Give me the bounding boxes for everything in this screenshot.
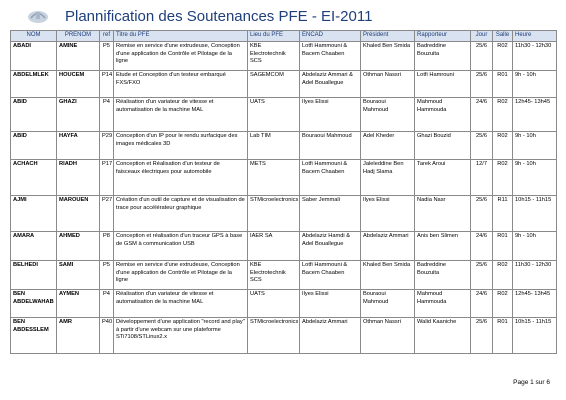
cell-ref: P4 <box>100 289 114 317</box>
cell-titre: Remise en service d'une extrudeuse, Conception d'une application de Contrôle et Pilotage de la ligne <box>114 41 248 70</box>
table-row <box>11 131 557 159</box>
cell-heure: 12h45- 13h45 <box>513 97 557 131</box>
page-title: Plannification des Soutenances PFE - EI-2011 <box>65 8 373 25</box>
cell-heure: 10h15 - 11h15 <box>513 195 557 231</box>
cell-jour: 24/6 <box>471 231 493 260</box>
cell-lieu: KBE Electrotechnik SCS <box>248 41 300 70</box>
cell-rapporteur: Mahmoud Hammouda <box>415 97 471 131</box>
cell-heure: 12h45- 13h45 <box>513 289 557 317</box>
table-row <box>11 41 557 70</box>
cell-nom: BEN ABDELWAHAB <box>11 289 57 317</box>
cell-lieu: IAER SA <box>248 231 300 260</box>
cell-rapporteur: Mahmoud Hammouda <box>415 289 471 317</box>
cell-jour: 25/6 <box>471 195 493 231</box>
column-header-jour: Jour <box>471 31 493 42</box>
cell-heure: 9h - 10h <box>513 159 557 195</box>
cell-president: Khaled Ben Smida <box>361 41 415 70</box>
cell-jour: 24/6 <box>471 97 493 131</box>
column-header-prenom: PRENOM <box>57 31 100 42</box>
table-row <box>11 260 557 289</box>
cell-encad: Bouraoui Mahmoud <box>300 131 361 159</box>
cell-ref: P8 <box>100 231 114 260</box>
table-row <box>11 195 557 231</box>
cell-lieu: KBE Electrotechnik SCS <box>248 260 300 289</box>
cell-jour: 25/6 <box>471 131 493 159</box>
cell-ref: P14 <box>100 70 114 97</box>
table-row <box>11 317 557 353</box>
cell-prenom: AHMED <box>57 231 100 260</box>
cell-encad: Abdelaziz Hamdi & Adel Bouallegue <box>300 231 361 260</box>
cell-prenom: MAROUEN <box>57 195 100 231</box>
cell-nom: BELHEDI <box>11 260 57 289</box>
cell-ref: P27 <box>100 195 114 231</box>
cell-titre: Développement d'une application "record and play" à partir d'une webcam sur une plateforme STi7108/STLinux2.x <box>114 317 248 353</box>
cell-salle: R01 <box>493 317 513 353</box>
cell-heure: 11h30 - 12h30 <box>513 41 557 70</box>
schedule-table <box>10 30 557 354</box>
cell-lieu: SAGEMCOM <box>248 70 300 97</box>
cell-prenom: RIADH <box>57 159 100 195</box>
cell-salle: R02 <box>493 159 513 195</box>
column-header-salle: Salle <box>493 31 513 42</box>
cell-rapporteur: Walid Kaaniche <box>415 317 471 353</box>
cell-nom: BEN ABDESSLEM <box>11 317 57 353</box>
cell-president: Othman Nassri <box>361 70 415 97</box>
cell-salle: R02 <box>493 97 513 131</box>
cell-titre: Remise en service d'une extrudeuse, Conception d'une application de Contrôle et Pilotage de la ligne <box>114 260 248 289</box>
column-header-titre: Titre du PFE <box>114 31 248 42</box>
column-header-president: Président <box>361 31 415 42</box>
cell-president: Khaled Ben Smida <box>361 260 415 289</box>
cell-lieu: UATS <box>248 97 300 131</box>
cell-encad: Lotfi Hammouni & Bacem Chaaben <box>300 159 361 195</box>
cell-titre: Conception d'un IP pour le rendu surfacique des images médicales 3D <box>114 131 248 159</box>
cell-jour: 25/6 <box>471 41 493 70</box>
cell-titre: Réalisation d'un variateur de vitesse et automatisation de la machine MAL <box>114 289 248 317</box>
cell-president: Othman Nassri <box>361 317 415 353</box>
cell-heure: 9h - 10h <box>513 70 557 97</box>
cell-heure: 9h - 10h <box>513 231 557 260</box>
cell-jour: 25/6 <box>471 260 493 289</box>
page-number: Page 1 sur 6 <box>513 379 550 386</box>
cell-rapporteur: Ghazi Bouzid <box>415 131 471 159</box>
column-header-nom: NOM <box>11 31 57 42</box>
cell-prenom: AYMEN <box>57 289 100 317</box>
cell-titre: Conception et Réalisation d'un testeur de faisceaux électriques pour automobile <box>114 159 248 195</box>
cell-prenom: GHAZI <box>57 97 100 131</box>
cell-lieu: Lab TIM <box>248 131 300 159</box>
cell-rapporteur: Tarek Aroui <box>415 159 471 195</box>
cell-nom: AMARA <box>11 231 57 260</box>
cell-lieu: STMicroelectronics <box>248 195 300 231</box>
cell-lieu: METS <box>248 159 300 195</box>
column-header-rapporteur: Rapporteur <box>415 31 471 42</box>
cell-heure: 11h30 - 12h30 <box>513 260 557 289</box>
column-header-lieu: Lieu du PFE <box>248 31 300 42</box>
cell-jour: 24/6 <box>471 289 493 317</box>
cell-president: Adel Kheder <box>361 131 415 159</box>
cell-ref: P5 <box>100 41 114 70</box>
cell-titre: Etude et Conception d'un testeur embarqué FXS/FXO <box>114 70 248 97</box>
table-row <box>11 70 557 97</box>
cell-encad: Lotfi Hammouni & Bacem Chaaben <box>300 41 361 70</box>
cell-heure: 10h15 - 11h15 <box>513 317 557 353</box>
cell-prenom: AMINE <box>57 41 100 70</box>
cell-salle: R11 <box>493 195 513 231</box>
cell-salle: R02 <box>493 131 513 159</box>
cell-nom: AJMI <box>11 195 57 231</box>
cell-prenom: HOUCEM <box>57 70 100 97</box>
cell-rapporteur: Badreddine Bouzuita <box>415 260 471 289</box>
cell-rapporteur: Nadia Nasr <box>415 195 471 231</box>
cell-encad: Abdelaziz Ammari & Adel Bouallegue <box>300 70 361 97</box>
cell-salle: R01 <box>493 70 513 97</box>
cell-lieu: UATS <box>248 289 300 317</box>
cell-titre: Création d'un outil de capture et de visualisation de trace pour accélérateur graphique <box>114 195 248 231</box>
cell-jour: 25/6 <box>471 317 493 353</box>
cell-rapporteur: Anis ben Slimen <box>415 231 471 260</box>
cell-encad: Lotfi Hammouni & Bacem Chaaben <box>300 260 361 289</box>
cell-nom: ABDELMLEK <box>11 70 57 97</box>
cell-nom: ABID <box>11 131 57 159</box>
cell-jour: 25/6 <box>471 70 493 97</box>
cell-ref: P4 <box>100 97 114 131</box>
table-header-row <box>11 31 557 42</box>
cell-prenom: SAMI <box>57 260 100 289</box>
column-header-heure: Heure <box>513 31 557 42</box>
table-row <box>11 159 557 195</box>
cell-president: Bouraoui Mahmoud <box>361 289 415 317</box>
cell-prenom: HAYFA <box>57 131 100 159</box>
cell-president: Abdelaziz Ammari <box>361 231 415 260</box>
cell-salle: R02 <box>493 41 513 70</box>
column-header-ref: ref <box>100 31 114 42</box>
cell-ref: P17 <box>100 159 114 195</box>
table-row <box>11 97 557 131</box>
cell-rapporteur: Badreddine Bouzuita <box>415 41 471 70</box>
cell-ref: P5 <box>100 260 114 289</box>
cell-president: Bouraoui Mahmoud <box>361 97 415 131</box>
cell-encad: Ilyes Elissi <box>300 289 361 317</box>
table-row <box>11 231 557 260</box>
cell-encad: Ilyes Elissi <box>300 97 361 131</box>
cell-ref: P29 <box>100 131 114 159</box>
cell-lieu: STMicroelectronics <box>248 317 300 353</box>
cell-encad: Saber Jemmali <box>300 195 361 231</box>
institution-logo-icon <box>27 7 49 25</box>
cell-encad: Abdelaziz Ammari <box>300 317 361 353</box>
cell-nom: ABID <box>11 97 57 131</box>
cell-nom: ACHACH <box>11 159 57 195</box>
cell-salle: R02 <box>493 260 513 289</box>
cell-rapporteur: Lotfi Hamrouni <box>415 70 471 97</box>
cell-titre: Réalisation d'un variateur de vitesse et automatisation de la machine MAL <box>114 97 248 131</box>
cell-prenom: AMR <box>57 317 100 353</box>
cell-nom: ABADI <box>11 41 57 70</box>
cell-jour: 12/7 <box>471 159 493 195</box>
document-header <box>10 4 556 32</box>
cell-president: Jaleleddine Ben Hadj Slama <box>361 159 415 195</box>
cell-heure: 9h - 10h <box>513 131 557 159</box>
cell-ref: P40 <box>100 317 114 353</box>
cell-president: Ilyes Elissi <box>361 195 415 231</box>
cell-salle: R02 <box>493 289 513 317</box>
cell-titre: Conception et réalisation d'un traceur GPS à base de GSM à communication USB <box>114 231 248 260</box>
column-header-encad: ENCAD <box>300 31 361 42</box>
table-row <box>11 289 557 317</box>
cell-salle: R01 <box>493 231 513 260</box>
